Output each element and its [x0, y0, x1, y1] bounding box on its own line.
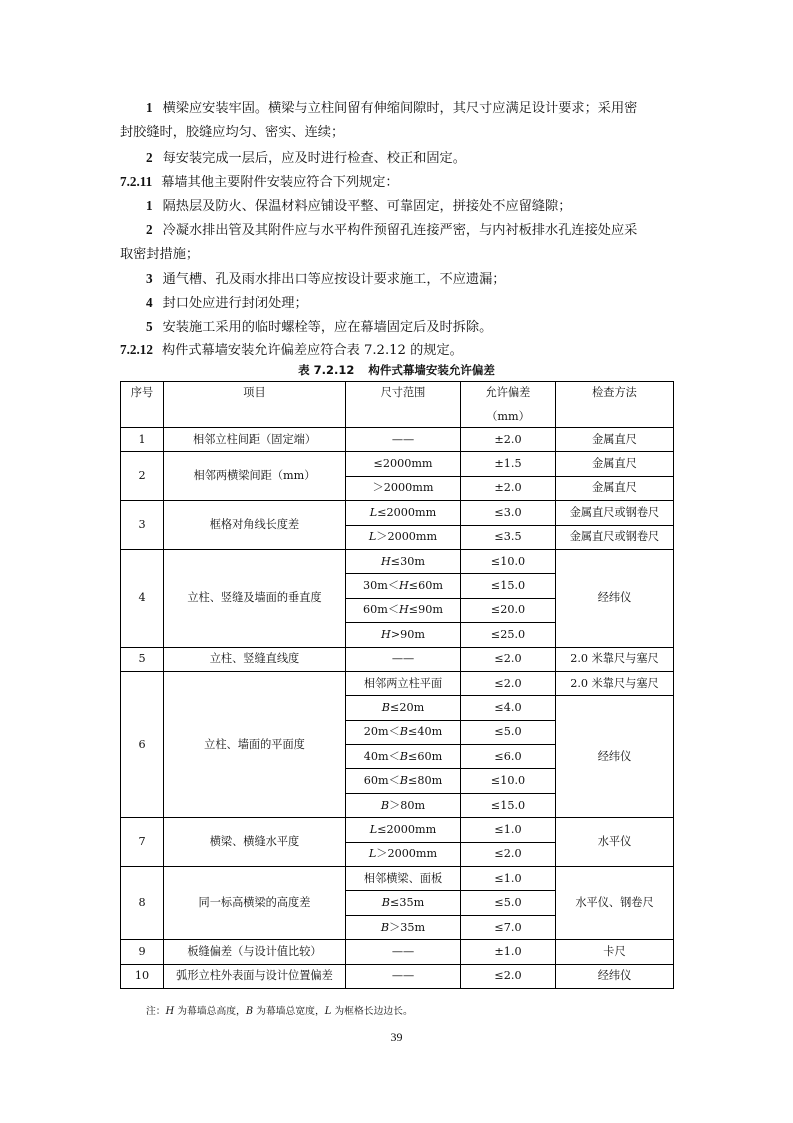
- cell-method: 经纬仪: [556, 964, 674, 988]
- cell-item: 相邻两横梁间距（mm）: [164, 452, 346, 501]
- item-number: 1: [146, 100, 153, 115]
- header-tolerance-unit: （mm）: [486, 410, 530, 423]
- clause: [120, 172, 399, 193]
- cell-item: 框格对角线长度差: [164, 501, 346, 550]
- paragraph-text: 取密封措施；: [120, 247, 200, 262]
- cell-item: 横梁、横缝水平度: [164, 818, 346, 867]
- header-tolerance: [461, 382, 556, 428]
- cell-range: 20m＜B≤40m: [346, 720, 461, 744]
- cell-tolerance: ≤1.0: [461, 867, 556, 891]
- paragraph-text: 隔热层及防火、保温材料应铺设平整、可靠固定，拼接处不应留缝隙；: [162, 199, 572, 214]
- cell-method: 水平仪、钢卷尺: [556, 867, 674, 940]
- paragraph: [146, 148, 466, 169]
- table-row: [121, 428, 674, 452]
- table-row: [121, 452, 674, 476]
- cell-method: 金属直尺: [556, 428, 674, 452]
- cell-tolerance: ≤10.0: [461, 549, 556, 573]
- paragraph: [146, 293, 308, 314]
- cell-no: 8: [121, 867, 164, 940]
- cell-range: ——: [346, 428, 461, 452]
- cell-tolerance: ≤2.0: [461, 647, 556, 671]
- cell-method: 金属直尺: [556, 476, 674, 500]
- paragraph-text: 安装施工采用的临时螺栓等，应在幕墙固定后及时拆除。: [162, 320, 493, 335]
- cell-method: 卡尺: [556, 940, 674, 964]
- item-number: 5: [146, 319, 153, 334]
- cell-tolerance: ≤20.0: [461, 598, 556, 622]
- cell-tolerance: ≤25.0: [461, 623, 556, 647]
- item-number: 1: [146, 198, 153, 213]
- cell-range: ＞2000mm: [346, 476, 461, 500]
- cell-tolerance: ±1.0: [461, 940, 556, 964]
- cell-tolerance: ≤2.0: [461, 842, 556, 866]
- cell-tolerance: ≤3.0: [461, 501, 556, 525]
- cell-no: 2: [121, 452, 164, 501]
- item-number: 3: [146, 271, 153, 286]
- cell-item: 相邻立柱间距（固定端）: [164, 428, 346, 452]
- header-tolerance-label: 允许偏差: [485, 386, 531, 399]
- paragraph: [146, 196, 571, 217]
- cell-no: 3: [121, 501, 164, 550]
- cell-item: 同一标高横梁的高度差: [164, 867, 346, 940]
- paragraph-text: 封口处应进行封闭处理；: [162, 296, 308, 311]
- cell-range: ——: [346, 647, 461, 671]
- header-item: 项目: [164, 382, 346, 428]
- table-row: [121, 818, 674, 842]
- cell-no: 1: [121, 428, 164, 452]
- paragraph-text: 封胶缝时，胶缝应均匀、密实、连续；: [120, 125, 345, 140]
- paragraph: [146, 220, 637, 241]
- table-caption-number: 表 7.2.12: [298, 363, 355, 377]
- cell-item: 立柱、墙面的平面度: [164, 671, 346, 817]
- clause: [120, 340, 463, 361]
- cell-no: 6: [121, 671, 164, 817]
- paragraph-text: 通气槽、孔及雨水排出口等应按设计要求施工，不应遗漏；: [162, 272, 506, 287]
- cell-no: 4: [121, 549, 164, 647]
- cell-range: ——: [346, 940, 461, 964]
- cell-method: 金属直尺: [556, 452, 674, 476]
- cell-range: L＞2000mm: [346, 842, 461, 866]
- cell-tolerance: ≤7.0: [461, 915, 556, 939]
- cell-tolerance: ±1.5: [461, 452, 556, 476]
- item-number: 2: [146, 150, 153, 165]
- cell-no: 9: [121, 940, 164, 964]
- table-row: [121, 671, 674, 695]
- paragraph: [146, 269, 505, 290]
- paragraph-text: 每安装完成一层后，应及时进行检查、校正和固定。: [162, 151, 466, 166]
- cell-tolerance: ≤6.0: [461, 745, 556, 769]
- cell-range: 30m＜H≤60m: [346, 574, 461, 598]
- header-method: 检查方法: [556, 382, 674, 428]
- cell-range: L＞2000mm: [346, 525, 461, 549]
- cell-tolerance: ≤10.0: [461, 769, 556, 793]
- cell-range: ≤2000mm: [346, 452, 461, 476]
- cell-item: 立柱、竖缝及墙面的垂直度: [164, 549, 346, 647]
- header-range: 尺寸范围: [346, 382, 461, 428]
- page-number: 39: [390, 1030, 403, 1044]
- table-row: [121, 647, 674, 671]
- cell-tolerance: ≤1.0: [461, 818, 556, 842]
- cell-range: ——: [346, 964, 461, 988]
- table-row: [121, 867, 674, 891]
- header-no: 序号: [121, 382, 164, 428]
- paragraph: [120, 245, 199, 265]
- cell-tolerance: ±2.0: [461, 428, 556, 452]
- cell-tolerance: ≤4.0: [461, 696, 556, 720]
- cell-method: 2.0 米靠尺与塞尺: [556, 671, 674, 695]
- paragraph-text: 冷凝水排出管及其附件应与水平构件预留孔连接严密，与内衬板排水孔连接处应采: [162, 223, 638, 238]
- cell-tolerance: ±2.0: [461, 476, 556, 500]
- paragraph: [146, 98, 637, 119]
- cell-tolerance: ≤5.0: [461, 891, 556, 915]
- cell-range: 相邻横梁、面板: [346, 867, 461, 891]
- clause-number: 7.2.12: [120, 342, 153, 357]
- table-row: [121, 940, 674, 964]
- cell-range: 相邻两立柱平面: [346, 671, 461, 695]
- paragraph: [120, 123, 344, 143]
- cell-range: 40m＜B≤60m: [346, 745, 461, 769]
- cell-item: 立柱、竖缝直线度: [164, 647, 346, 671]
- cell-range: B≤20m: [346, 696, 461, 720]
- cell-range: B＞80m: [346, 793, 461, 817]
- item-number: 2: [146, 222, 153, 237]
- cell-no: 7: [121, 818, 164, 867]
- paragraph-text: 构件式幕墙安装允许偏差应符合表 7.2.12 的规定。: [161, 343, 463, 358]
- cell-range: B≤35m: [346, 891, 461, 915]
- cell-range: H>90m: [346, 623, 461, 647]
- table-row: [121, 964, 674, 988]
- cell-method: 2.0 米靠尺与塞尺: [556, 647, 674, 671]
- paragraph-text: 幕墙其他主要附件安装应符合下列规定：: [161, 175, 399, 190]
- cell-tolerance: ≤5.0: [461, 720, 556, 744]
- cell-tolerance: ≤3.5: [461, 525, 556, 549]
- table-header-row: [121, 382, 674, 428]
- cell-tolerance: ≤2.0: [461, 964, 556, 988]
- paragraph: [146, 317, 492, 338]
- cell-method: 经纬仪: [556, 696, 674, 818]
- table-caption: [0, 362, 793, 378]
- cell-item: 弧形立柱外表面与设计位置偏差: [164, 964, 346, 988]
- cell-range: B＞35m: [346, 915, 461, 939]
- table-row: [121, 501, 674, 525]
- table-caption-title: 构件式幕墙安装允许偏差: [368, 363, 495, 377]
- cell-no: 5: [121, 647, 164, 671]
- cell-range: 60m＜B≤80m: [346, 769, 461, 793]
- cell-tolerance: ≤15.0: [461, 574, 556, 598]
- cell-tolerance: ≤15.0: [461, 793, 556, 817]
- cell-range: H≤30m: [346, 549, 461, 573]
- cell-method: 经纬仪: [556, 549, 674, 647]
- cell-method: 水平仪: [556, 818, 674, 867]
- tolerance-table: [120, 381, 674, 989]
- cell-range: L≤2000mm: [346, 501, 461, 525]
- clause-number: 7.2.11: [120, 174, 153, 189]
- table-note: 注：H 为幕墙总高度，B 为幕墙总宽度，L 为框格长边边长。: [146, 1006, 413, 1017]
- cell-tolerance: ≤2.0: [461, 671, 556, 695]
- cell-range: L≤2000mm: [346, 818, 461, 842]
- cell-range: 60m＜H≤90m: [346, 598, 461, 622]
- cell-method: 金属直尺或钢卷尺: [556, 501, 674, 525]
- cell-no: 10: [121, 964, 164, 988]
- cell-item: 板缝偏差（与设计值比较）: [164, 940, 346, 964]
- item-number: 4: [146, 295, 153, 310]
- cell-method: 金属直尺或钢卷尺: [556, 525, 674, 549]
- table-row: [121, 549, 674, 573]
- paragraph-text: 横梁应安装牢固。横梁与立柱间留有伸缩间隙时，其尺寸应满足设计要求；采用密: [162, 101, 638, 116]
